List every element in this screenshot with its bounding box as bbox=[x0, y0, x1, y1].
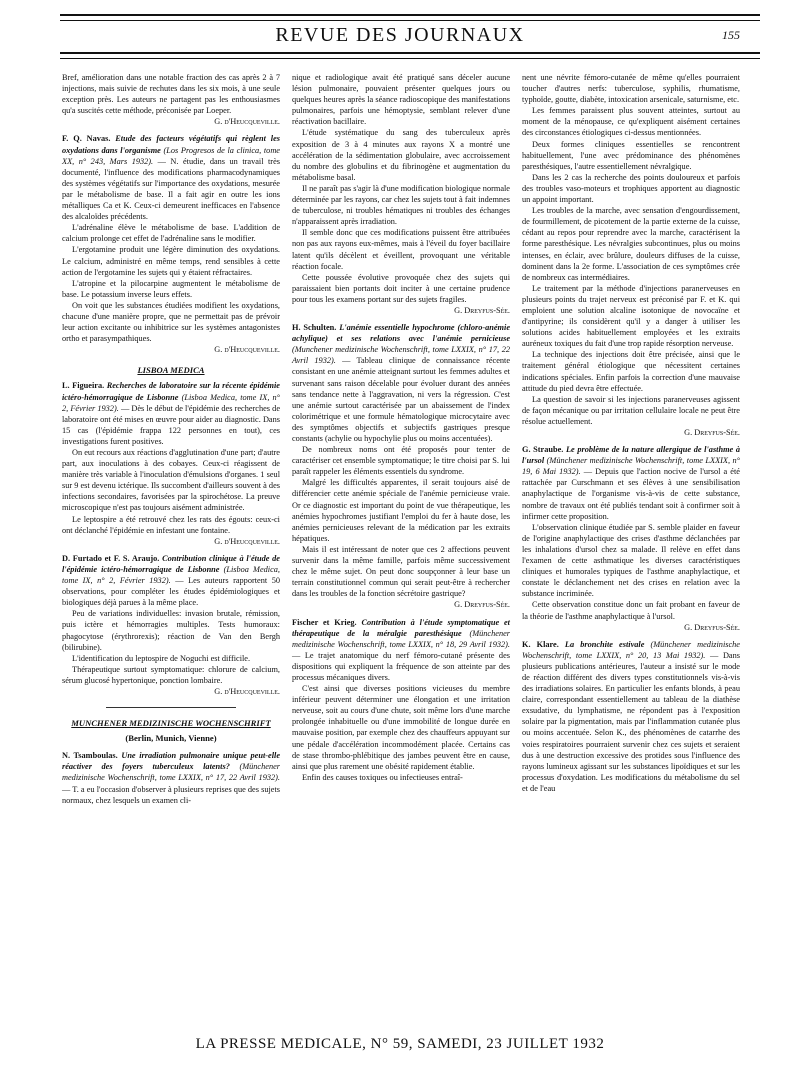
paragraph: L'identification du leptospire de Noguchi est difficile. bbox=[72, 653, 251, 663]
paragraph: C'est ainsi que diverses positions vicieuses du membre inférieur peuvent déterminer une élongation et une irritation nerveuse, soit au cours d'une chute, soit même lors d'une marche prolongée inhabituelle ou d'une immobilité de longue durée en mauvaise position, par exemple chez des chauffeurs appuyant sur une pédale d'accélération incommodément placée. Certains cas de stase thrombo-phlébitique des jambes peuvent être en cause, ainsi que plus rarement une obésité rapidement établie. bbox=[292, 684, 510, 771]
column-right bbox=[522, 72, 740, 800]
article-author: Fischer et Krieg. bbox=[292, 617, 357, 627]
paragraph: Dans les 2 cas la recherche des points douloureux et parfois des troubles vaso-moteurs et trophiques apportent au diagnostic un appoint important. bbox=[522, 172, 740, 205]
paragraph: Thérapeutique surtout symptomatique: chlorure de calcium, sérum glucosé hypertonique, ponction lombaire. bbox=[62, 664, 280, 685]
article-tsamboulas bbox=[62, 750, 280, 805]
article-author: F. Q. Navas. bbox=[62, 134, 111, 144]
article-text: — Les auteurs rapportent 50 observations, pour compléter les études épidémiologiques et biologiques déjà parues à la même place. bbox=[62, 576, 281, 608]
article-klare bbox=[522, 639, 740, 794]
section-heading: MUNCHENER MEDIZINISCHE WOCHENSCHRIFT bbox=[71, 718, 271, 729]
article-navas bbox=[62, 133, 280, 355]
paragraph: nent une névrite fémoro-cutanée de même qu'elles pourraient toucher d'autres nerfs: tuberculose, syphilis, rhumatisme, typhoïde, goutte, diabète, intoxication arsenicale, saturnisme, etc. bbox=[522, 73, 740, 105]
signature: G. d'Heucqueville. bbox=[214, 536, 280, 546]
paragraph: Mais il est intéressant de noter que ces 2 affections peuvent survenir dans la même famille, parfois même successivement chez le même sujet. On peut donc soupçonner à leur base un terrain constitutionnel commun qui serait peut-être à rechercher dans les troubles de la fonction sécrétoire gastrique? bbox=[292, 544, 510, 599]
article-source: (Munchener medizinische Wochenschrift, tome LXXIX, n° 17, 22 Avril 1932). bbox=[292, 345, 510, 366]
paragraph: La question de savoir si les injections paranerveuses agissent de façon mécanique ou par irritation cellulaire locale ne peut être résolue actuellement. bbox=[522, 394, 740, 426]
paragraph: Les troubles de la marche, avec sensation d'engourdissement, de fourmillement, de picotement de la partie externe de la cuisse, cédant au repos pour reprendre avec la marche, caractérisent la forme paresthésique. Les névralgies subcontinues, plus ou moins intenses, en éclair, avec brûlure, douleurs diffuses de la cuisse, dominent dans la 2e forme. L'association de ces symptômes crée de nombreux cas intermédiaires. bbox=[522, 206, 740, 282]
article-text: — Dans plusieurs publications antérieures, l'auteur a insisté sur le mode de réaction différent des divers types constitutionnels vis-à-vis des irradiations solaires. En particulier les enfants blonds, à peau claire, correspondant essentiellement au tableau de la diathèse exsudative, du lymphatisme, ne répondent pas à l'exposition solaire par la pigmentation, mais par l'inflammation cutanée plus ou moins accentuée. Selon K., des phénomènes de catarrhe des voies respiratoires pourraient survenir chez ces sujets et seraient dus à une destruction excessive des protides sous l'influence des rayons lumineux agissant sur les substances lipoïdiques et sur les processus d'oxydation. Les modifications du métabolisme du sel et de l'eau bbox=[522, 650, 740, 793]
paragraph: L'étude systématique du sang des tuberculeux après exposition de 3 à 4 minutes aux rayons X a montré une accélération de la sédimentation globulaire, avec accroissement du nombre des globulins et du fibrinogène et augmentation du métabolisme basal. bbox=[292, 128, 510, 182]
paragraph: L'atropine et la pilocarpine augmentent le métabolisme de base. Le potassium inverse leurs effets. bbox=[62, 278, 280, 299]
column-left bbox=[62, 72, 280, 812]
article-text: — Dès le début de l'épidémie des recherches de laboratoire ont été mises en œuvre pour aider au diagnostic. Dans 15 cas (l'épidémie frappa 122 personnes en tout), ces investigations furent positives. bbox=[62, 403, 281, 446]
article-furtado bbox=[62, 553, 280, 697]
paragraph: L'ergotamine produit une légère diminution des oxydations. Le calcium, administré en même temps, rend sensibles à cette action de l'ergotamine les sujets qui y étaient réfractaires. bbox=[62, 245, 280, 277]
header-rule-bottom bbox=[60, 52, 760, 59]
article-fischer-krieg bbox=[292, 617, 510, 783]
paragraph: Deux formes cliniques essentielles se rencontrent habituellement, l'une avec prédominance des phénomènes paresthésiques, l'autre essentiellement névralgique. bbox=[522, 139, 740, 171]
article-title: Etude des facteurs végétatifs qui règlent les oxydations dans l'organisme bbox=[62, 134, 280, 155]
article-text: — Le trajet anatomique du nerf fémoro-cutané présente des dispositions qui expliquent la fréquence de son atteinte par des processus mécaniques divers. bbox=[292, 650, 510, 682]
paragraph: On voit que les substances étudiées modifient les oxydations, chacune d'une manière propre, que ne permettait pas de prévoir leur action excitante ou inhibitrice sur les systèmes antagonistes ortho et parasympathiques. bbox=[62, 300, 280, 344]
paragraph: Les femmes paraissent plus souvent atteintes, surtout au moment de la ménopause, ce qu'expliquent aisément certaines des circonstances étiologiques ci-dessus mentionnées. bbox=[522, 106, 740, 138]
article-title: Une irradiation pulmonaire unique peut-elle réactiver des foyers tuberculeux latents? bbox=[62, 751, 281, 772]
article-source: (Münchener medizinische Wochenschrift, tome LXXIX, n° 19, 6 Mai 1932). bbox=[522, 456, 740, 477]
article-text: — Tableau clinique de connaissance récente consistant en une anémie atteignant surtout les femmes adultes et survenant sans raison décelable pour évoluer durant des années sans tendance nette à l'aggravation, ni vers la régression. C'est une anémie surtout caractérisée par un abaissement de l'index colorimétrique et une formule hématologique microcytaire avec des symptômes objectifs et subjectifs gastriques presque constants (achylie ou hypochylie plus ou moins accentuées). bbox=[292, 356, 511, 443]
article-title: La bronchite estivale bbox=[564, 639, 645, 649]
article-source: (Lisboa Medica, tome IX, n° 2, Février 1932). bbox=[62, 564, 281, 586]
article-author: K. Klare. bbox=[522, 639, 559, 649]
article-text: — N. étudie, dans un travail très documenté, l'influence des modifications pharmacodynamiques des systèmes végétatifs sur l'importance des oxydations, mesurée par le métabolisme de base. Il a fait agir en outre les ions métalliques Ca et K. Ceux-ci demeurent inefficaces en l'absence des alcaloïdes précédents. bbox=[62, 156, 280, 222]
article-schulten bbox=[292, 322, 510, 610]
paragraph: nique et radiologique avait été pratiqué sans déceler aucune lésion pulmonaire, pouvaient présenter quelques jours ou quelques heures après la séance radioscopique des manifestations pulmonaires, parfois une hémoptysie, semblant relever d'une réactivation bacillaire. bbox=[292, 73, 510, 127]
article-title: Contribution à l'étude symptomatique et thérapeutique de la méralgie paresthésique bbox=[292, 617, 510, 638]
journal-title: REVUE DES JOURNAUX bbox=[275, 24, 525, 46]
signature: G. Dreyfus-Sée. bbox=[684, 622, 740, 632]
article-source: (Münchener medizinische Wochenschrift, tome LXXIX, n° 17, 22 Avril 1932). bbox=[62, 762, 280, 783]
column-middle bbox=[292, 72, 510, 789]
article-author: N. Tsamboulas. bbox=[62, 751, 118, 761]
article-source: (Lisboa Medica, tome IX, n° 2, Février 1932). bbox=[62, 392, 281, 413]
paragraph: Il ne paraît pas s'agir là d'une modification biologique normale déterminée par les rayons, car chez les sujets tout à fait indemnes de tuberculose, ni troubles hématiques ni troubles des échanges n'apparaissent après irradiation. bbox=[292, 183, 510, 227]
article-title: Le problème de la nature allergique de l'asthme à l'ursol bbox=[522, 445, 740, 466]
article-author: L. Figueira. bbox=[62, 381, 105, 391]
article-source: (Münchener medizinische Wochenschrift, tome LXXIX, n° 20, 13 Mai 1932). bbox=[522, 639, 740, 660]
article-tsamboulas-continued bbox=[292, 72, 510, 316]
paragraph: Enfin des causes toxiques ou infectieuses entraî- bbox=[302, 772, 463, 782]
signature: G. d'Heucqueville. bbox=[214, 345, 280, 355]
paragraph: Le leptospire a été retrouvé chez les rats des égouts: ceux-ci ont déclanché l'épidémie en infestant une fontaine. bbox=[62, 514, 280, 535]
paragraph: Peu de variations individuelles: invasion brutale, rémission, puis ictère et hémorragies multiples. Tests humoraux: phagocytose (érythrorexis); réaction de Van den Bergh (bilirubine). bbox=[62, 609, 280, 652]
paragraph: Le traitement par la méthode d'injections paranerveuses en plusieurs points du trajet nerveux est préconisé par F. et K. qui emploient une solution alcaline isotonique de novocaïne et d'antipyrine; ils considèrent qu'il y a danger à utiliser les solutions acides habituellement employées et les extraits auréneux toxiques du fait d'une trop rapide résorption nerveuse. bbox=[522, 283, 740, 349]
paragraph: Cette observation constitue donc un fait probant en faveur de la théorie de l'asthme anaphylactique à l'ursol. bbox=[522, 600, 740, 621]
paragraph: L'observation clinique étudiée par S. semble plaider en faveur de l'origine anaphylactique des crises d'asthme déclanchées par les inhalations d'ursol chez sa malade. Il relève en effet dans l'examen de cette asthmatique les diverses caractéristiques cliniques et humorales typiques de l'asthme anaphylactique, et constate le déclanchement net des crises en relation avec la substance incriminée. bbox=[522, 522, 740, 599]
paragraph: On eut recours aux réactions d'agglutination d'une part; d'autre part, aux inoculations à des cobayes. Ceux-ci réagissent de manière très variable à l'inoculation d'émulsions d'organes. 1 seul sur 9 est devenu ictérique. Ils succombent d'ailleurs souvent à des infections secondaires, favorisées par la spirochétose. La preuve microscopique n'est pas toujours aisément administrée. bbox=[62, 448, 280, 513]
article-author: D. Furtado et F. S. Araujo. bbox=[62, 553, 160, 563]
article-text: — Depuis que l'action nocive de l'ursol a été rattachée par Curschmann et ses élèves à une sensibilisation anaphylactique de l'organisme vis-à-vis de cette substance, nombre de travaux ont été publiés tendant soit à confirmer soit à infirmer cette proposition. bbox=[522, 467, 740, 521]
article-source: (Münchener medizinische Wochenschrift, tome LXXIX, n° 18, 29 Avril 1932). bbox=[292, 628, 510, 649]
article-fischer-krieg-continued bbox=[522, 72, 740, 438]
signature: G. d'Heucqueville. bbox=[214, 686, 280, 696]
paragraph: De nombreux noms ont été proposés pour tenter de caractériser cet ensemble symptomatique; le titre choisi par S. lui paraît rappeler les éléments essentiels du syndrome. bbox=[292, 445, 510, 477]
article-title: Recherches de laboratoire sur la récente épidémie ictéro-hémorragique de Lisbonne bbox=[62, 381, 280, 402]
article-continued bbox=[62, 72, 280, 127]
article-title: L'anémie essentielle hypochrome (chloro-anémie achylique) et ses relations avec l'anémie pernicieuse bbox=[292, 323, 511, 344]
paragraph: Bref, amélioration dans une notable fraction des cas après 2 à 7 injections, mais suivie de rechutes dans les six mois, à une seule exception près. Les auteurs ne partagent pas les enthousiasmes qu'a suscités cette méthode, préconisée par Loeper. bbox=[62, 73, 280, 116]
article-straube bbox=[522, 444, 740, 633]
article-text: — T. a eu l'occasion d'observer à plusieurs reprises que des sujets normaux, chez lesquels un examen cli- bbox=[62, 784, 280, 805]
article-figueira bbox=[62, 380, 280, 546]
page-number: 155 bbox=[722, 28, 740, 42]
signature: G. Dreyfus-Sée. bbox=[454, 600, 510, 610]
paragraph: Malgré les difficultés apparentes, il serait toujours aisé de différencier cette anémie spéciale de l'anémie pernicieuse vraie. Or ce diagnostic est important du point de vue thérapeutique, les anémies hypochromes justifiant l'emploi du fer à haute dose, les anémies pernicieuses relevant de la médication par les extraits hépatiques. bbox=[292, 478, 510, 543]
paragraph: Il semble donc que ces modifications puissent être attribuées non pas aux rayons eux-mêmes, mais à l'éveil du foyer bacillaire latent qu'ils décèlent et éveillent, provoquant une véritable réaction focale. bbox=[292, 228, 510, 271]
section-heading: LISBOA MEDICA bbox=[137, 365, 205, 376]
article-author: H. Schulten. bbox=[292, 323, 337, 333]
article-title: Contribution clinique à l'étude de l'épidémie ictéro-hémorragique de Lisbonne bbox=[62, 553, 280, 574]
paragraph: L'adrénaline élève le métabolisme de base. L'addition de calcium prolonge cet effet de l'adrénaline sans le modifier. bbox=[62, 223, 280, 244]
article-author: G. Straube. bbox=[522, 445, 564, 455]
signature: G. Dreyfus-Sée. bbox=[684, 428, 740, 437]
signature: G. Dreyfus-Sée. bbox=[454, 305, 510, 315]
page-footer: LA PRESSE MEDICALE, N° 59, SAMEDI, 23 JUILLET 1932 bbox=[195, 1036, 605, 1052]
signature: G. d'Heucqueville. bbox=[214, 117, 280, 127]
paragraph: Cette poussée évolutive provoquée chez des sujets qui paraissaient bien portants doit inciter à une certaine prudence pour tous les examens portant sur des sujets fragiles. bbox=[292, 272, 510, 304]
header-rule-top bbox=[60, 14, 760, 21]
paragraph: La technique des injections doit être précisée, ainsi que le traitement général étiologique que nécessitent certaines indications spéciales. Enfin parfois la correction d'une mauvaise attitude du pied devra être effectuée. bbox=[522, 350, 740, 393]
section-subheading: (Berlin, Munich, Vienne) bbox=[125, 733, 217, 744]
article-source: (Los Progresos de la clinica, tome XX, n° 243, Mars 1932). bbox=[62, 145, 280, 166]
separator bbox=[106, 707, 237, 708]
